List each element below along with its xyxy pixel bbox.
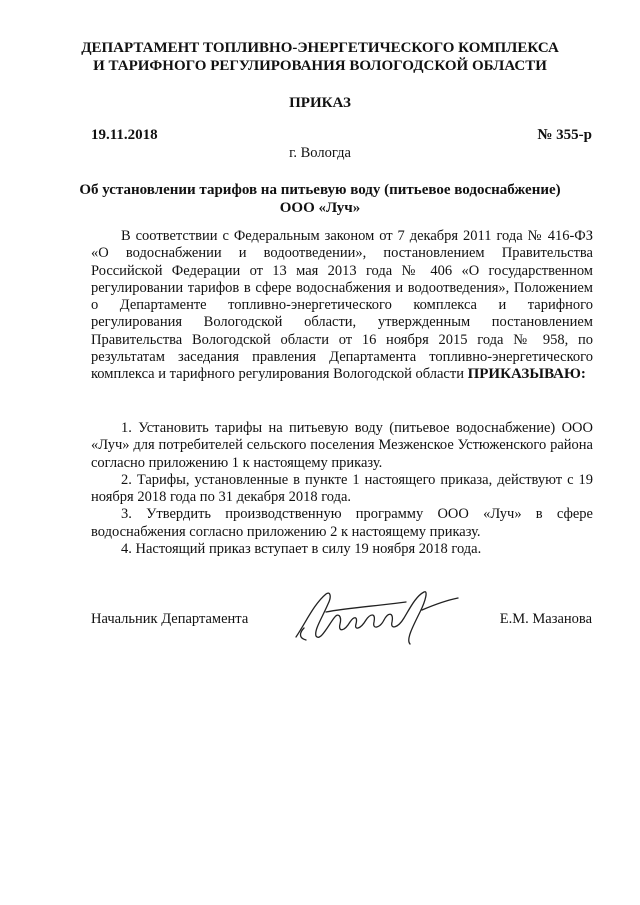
order-item-3: 3. Утвердить производственную программу ООО «Луч» в сфере водоснабжения согласно приложению 2 к настоящему приказу.: [91, 506, 593, 540]
department-name-line-2: И ТАРИФНОГО РЕГУЛИРОВАНИЯ ВОЛОГОДСКОЙ ОБЛАСТИ: [93, 58, 547, 74]
subject-line-1: Об установлении тарифов на питьевую воду (питьевое водоснабжение): [79, 182, 561, 198]
order-item-4: 4. Настоящий приказ вступает в силу 19 ноября 2018 года.: [121, 541, 482, 558]
order-date: 19.11.2018: [91, 127, 158, 143]
order-number: № 355-р: [537, 127, 592, 143]
signatory-title: Начальник Департамента: [91, 611, 249, 627]
order-directive: ПРИКАЗЫВАЮ:: [467, 366, 586, 383]
signatory-name: Е.М. Мазанова: [499, 611, 592, 627]
subject-line-2: ООО «Луч»: [279, 200, 361, 216]
order-items: [91, 420, 593, 558]
department-name-line-1: ДЕПАРТАМЕНТ ТОПЛИВНО-ЭНЕРГЕТИЧЕСКОГО КОМПЛЕКСА: [81, 40, 559, 56]
order-city: г. Вологда: [289, 145, 351, 161]
document-type: ПРИКАЗ: [289, 95, 351, 111]
preamble-text: В соответствии с Федеральным законом от 7 декабря 2011 года № 416-ФЗ «О водоснабжении и водоотведении», постановлением Правительства Российской Федерации от 13 мая 2013 года № 406 «О государственном регулировании тарифов в сфере водоснабжения и водоотведения», Положением о Департаменте топливно-энергетического комплекса и тарифного регулирования Вологодской области, утвержденным постановлением Правительства Вологодской области от 16 ноября 2015 года № 958, по результатам заседания правления Департамента топливно-энергетического комплекса и тарифного регулирования Вологодской области: [91, 228, 593, 383]
preamble-paragraph: [91, 228, 593, 384]
handwritten-signature: [286, 582, 466, 652]
order-item-2: 2. Тарифы, установленные в пункте 1 настоящего приказа, действуют с 19 ноября 2018 года по 31 декабря 2018 года.: [91, 471, 593, 506]
order-item-1: 1. Установить тарифы на питьевую воду (питьевое водоснабжение) ООО «Луч» для потребителей сельского поселения Мезженское Устюженского района согласно приложению 1 к настоящему приказу.: [91, 420, 593, 471]
